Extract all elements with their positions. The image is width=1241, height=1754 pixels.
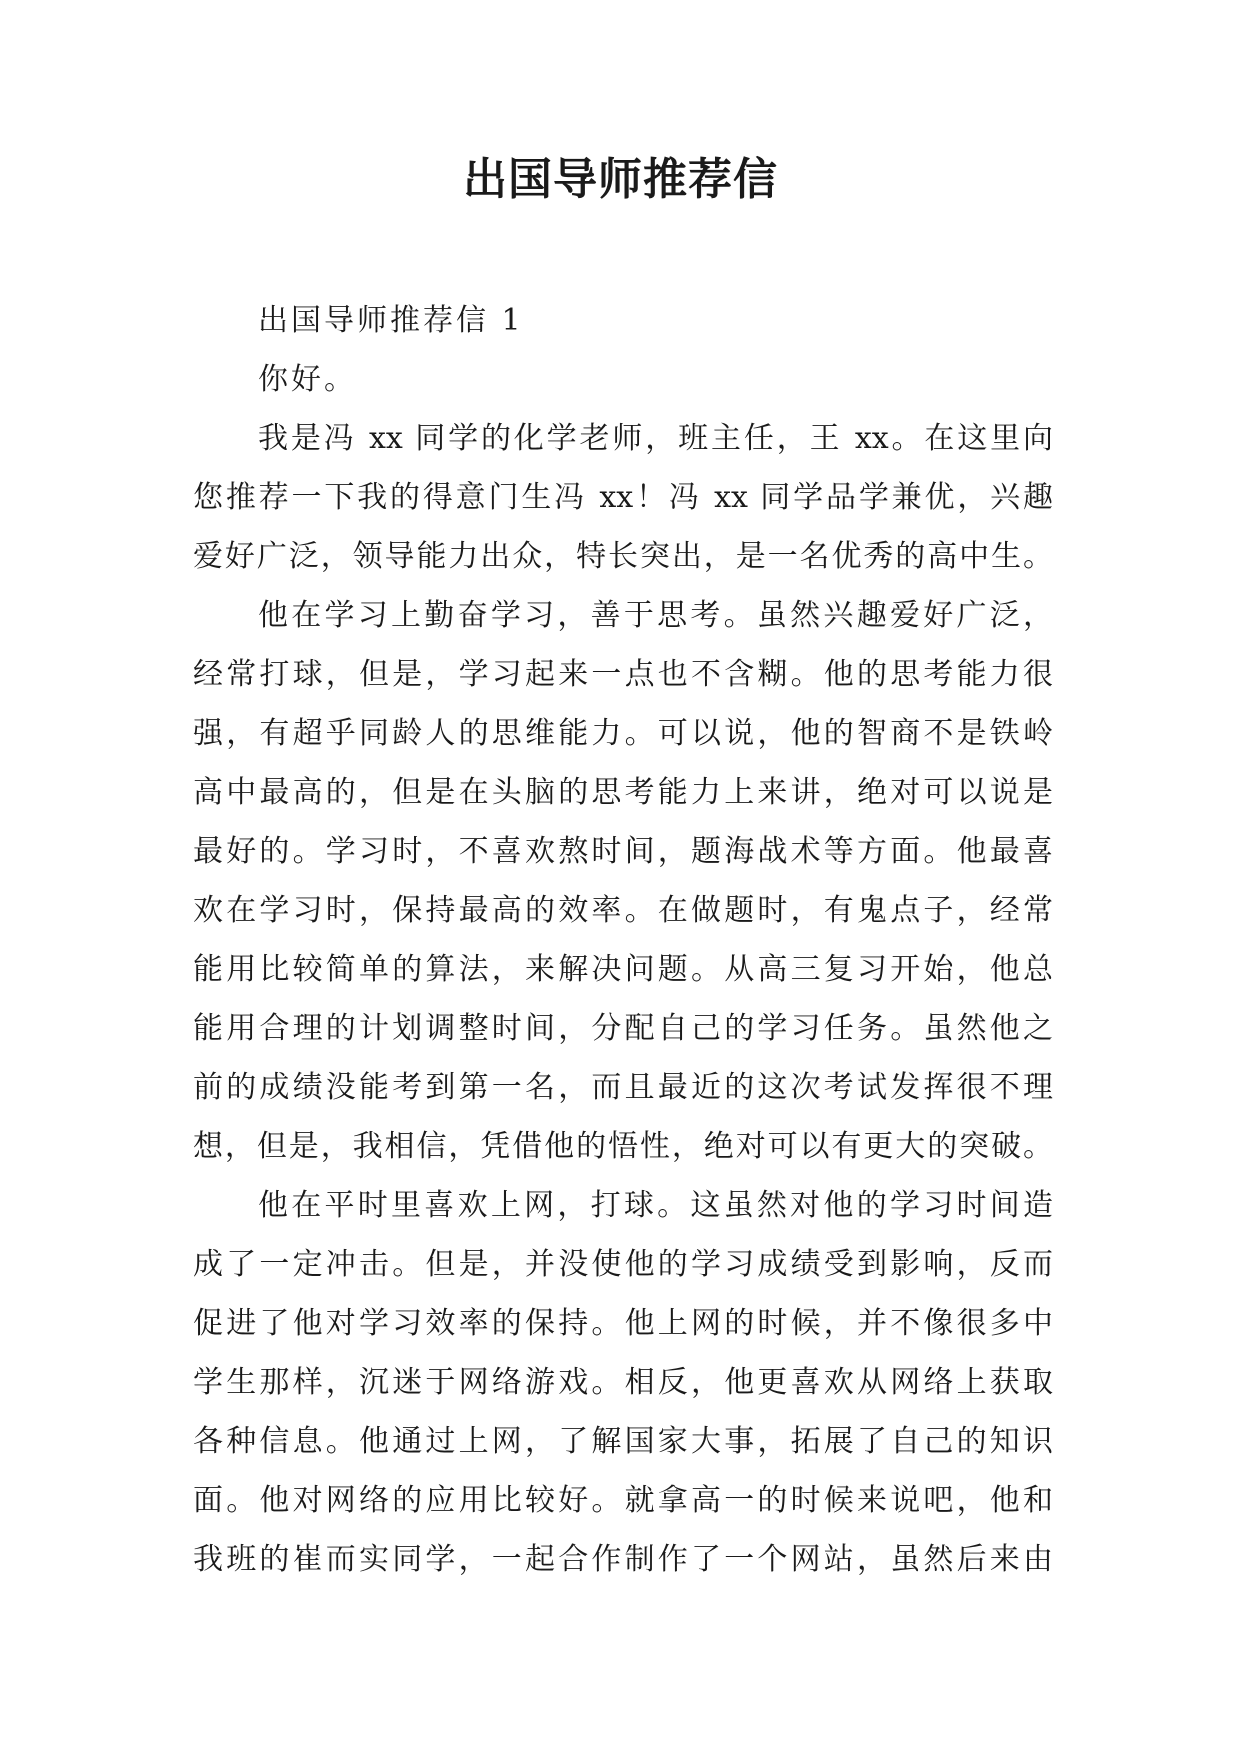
paragraph-line: 高中最高的，但是在头脑的思考能力上来讲，绝对可以说是 [193, 775, 1053, 810]
paragraph-line: 他在平时里喜欢上网，打球。这虽然对他的学习时间造 [258, 1188, 1053, 1223]
paragraph-line: 爱好广泛，领导能力出众，特长突出，是一名优秀的高中生。 [193, 539, 1053, 574]
paragraph-line: 他在学习上勤奋学习，善于思考。虽然兴趣爱好广泛， [258, 598, 1053, 633]
paragraph-line: 欢在学习时，保持最高的效率。在做题时，有鬼点子，经常 [193, 893, 1053, 928]
paragraph-line: 前的成绩没能考到第一名，而且最近的这次考试发挥很不理 [193, 1070, 1053, 1105]
paragraph-line: 促进了他对学习效率的保持。他上网的时候，并不像很多中 [193, 1306, 1053, 1341]
paragraph-line: 面。他对网络的应用比较好。就拿高一的时候来说吧，他和 [193, 1483, 1053, 1518]
paragraph-line: 经常打球，但是，学习起来一点也不含糊。他的思考能力很 [193, 657, 1053, 692]
paragraph-line: 想，但是，我相信，凭借他的悟性，绝对可以有更大的突破。 [193, 1129, 1053, 1164]
paragraph-line: 您推荐一下我的得意门生冯 xx！冯 xx 同学品学兼优，兴趣 [193, 480, 1053, 515]
paragraph-line: 成了一定冲击。但是，并没使他的学习成绩受到影响，反而 [193, 1247, 1053, 1282]
greeting: 你好。 [258, 362, 357, 397]
paragraph-line: 学生那样，沉迷于网络游戏。相反，他更喜欢从网络上获取 [193, 1365, 1053, 1400]
letter-heading: 出国导师推荐信 1 [258, 303, 524, 338]
letter-body [193, 291, 1053, 1589]
paragraph-line: 最好的。学习时，不喜欢熬时间，题海战术等方面。他最喜 [193, 834, 1053, 869]
document-title: 出国导师推荐信 [463, 154, 778, 205]
paragraph-line: 我班的崔而实同学，一起合作制作了一个网站，虽然后来由 [193, 1542, 1053, 1577]
paragraph-line: 我是冯 xx 同学的化学老师，班主任，王 xx。在这里向 [258, 421, 1053, 456]
paragraph-line: 能用合理的计划调整时间，分配自己的学习任务。虽然他之 [193, 1011, 1053, 1046]
paragraph-line: 能用比较简单的算法，来解决问题。从高三复习开始，他总 [193, 952, 1053, 987]
paragraph-line: 各种信息。他通过上网，了解国家大事，拓展了自己的知识 [193, 1424, 1053, 1459]
paragraph-line: 强，有超乎同龄人的思维能力。可以说，他的智商不是铁岭 [193, 716, 1053, 751]
